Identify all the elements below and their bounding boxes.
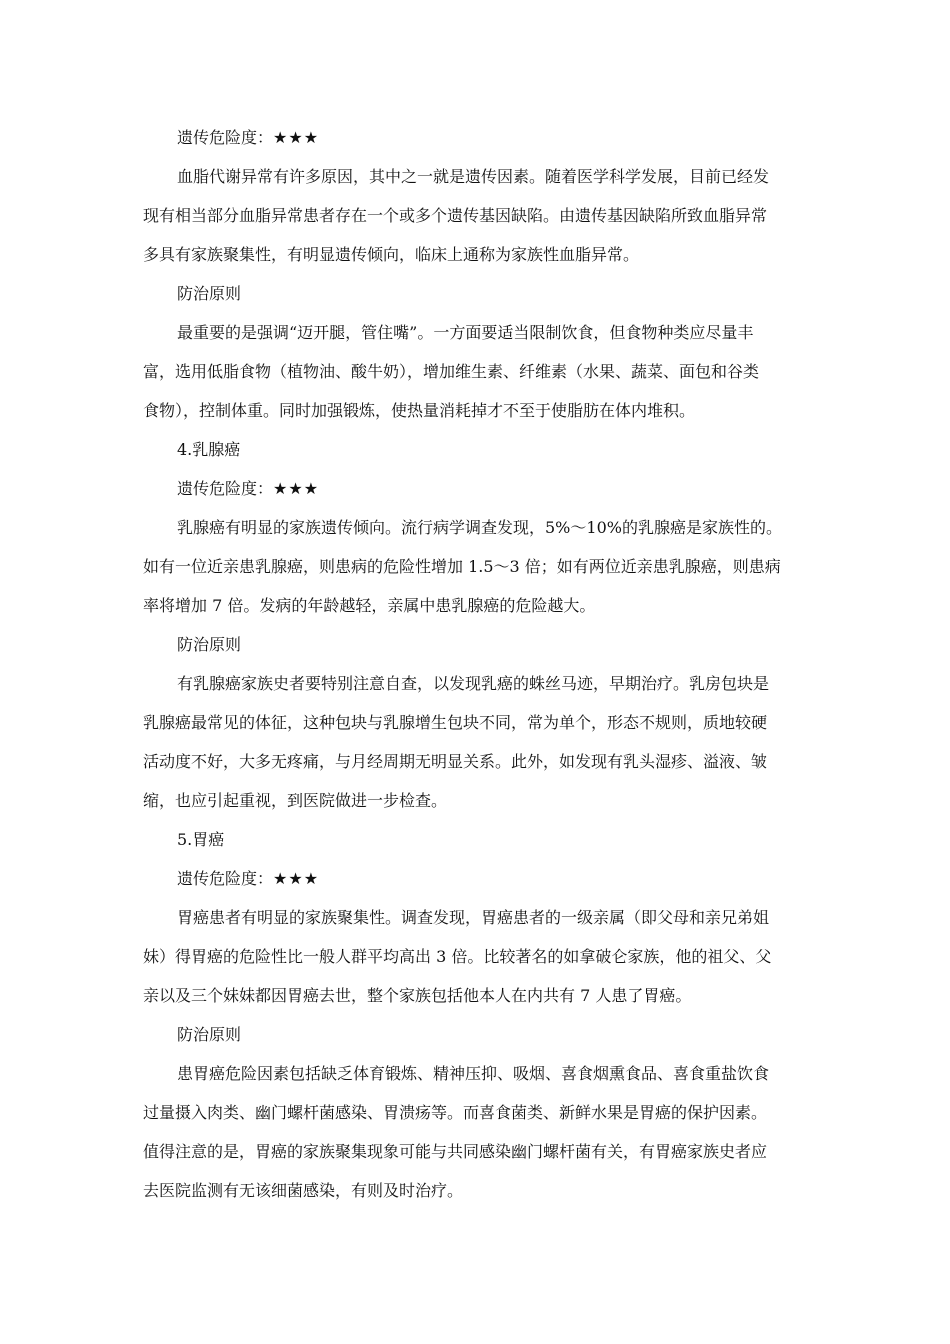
paragraph-line: 血脂代谢异常有许多原因，其中之一就是遗传因素。随着医学科学发展，目前已经发 (177, 167, 770, 186)
paragraph-line: 乳腺癌最常见的体征，这种包块与乳腺增生包块不同，常为单个，形态不规则，质地较硬 (143, 713, 768, 732)
paragraph-line: 缩，也应引起重视，到医院做进一步检查。 (143, 791, 448, 810)
risk-rating-stars: ★★★ (273, 128, 320, 147)
paragraph-line: 亲以及三个妹妹都因胃癌去世，整个家族包括他本人在内共有 7 人患了胃癌。 (143, 986, 692, 1005)
section-heading-breast-cancer: 4.乳腺癌 (177, 440, 241, 459)
paragraph-line: 富，选用低脂食物（植物油、酸牛奶），增加维生素、纤维素（水果、蔬菜、面包和谷类 (143, 362, 760, 381)
section-heading: 防治原则 (177, 635, 242, 654)
paragraph-line: 妹）得胃癌的危险性比一般人群平均高出 3 倍。比较著名的如拿破仑家族，他的祖父、父 (143, 947, 772, 966)
risk-rating-label: 遗传危险度： (177, 479, 274, 498)
section-heading: 防治原则 (177, 1025, 242, 1044)
risk-rating-label: 遗传危险度： (177, 128, 274, 147)
paragraph-line: 值得注意的是，胃癌的家族聚集现象可能与共同感染幽门螺杆菌有关，有胃癌家族史者应 (143, 1142, 768, 1161)
paragraph-gastric-cancer-prevention (143, 1054, 809, 1210)
section-heading: 防治原则 (177, 284, 242, 303)
paragraph-line: 食物），控制体重。同时加强锻炼，使热量消耗掉才不至于使脂肪在体内堆积。 (143, 401, 696, 420)
paragraph-line: 患胃癌危险因素包括缺乏体育锻炼、精神压抑、吸烟、喜食烟熏食品、喜食重盐饮食 (177, 1064, 770, 1083)
risk-rating-stars: ★★★ (273, 869, 320, 888)
paragraph-line: 率将增加 7 倍。发病的年龄越轻，亲属中患乳腺癌的危险越大。 (143, 596, 596, 615)
paragraph-line: 现有相当部分血脂异常患者存在一个或多个遗传基因缺陷。由遗传基因缺陷所致血脂异常 (143, 206, 768, 225)
risk-rating-heading (143, 118, 809, 157)
paragraph-line: 去医院监测有无该细菌感染，有则及时治疗。 (143, 1181, 464, 1200)
paragraph-hyperlipidemia-prevention (143, 313, 809, 430)
risk-rating-heading (143, 859, 809, 898)
paragraph-gastric-cancer-genetics (143, 898, 809, 1015)
risk-rating-label: 遗传危险度： (177, 869, 274, 888)
document-page (143, 118, 809, 1210)
paragraph-line: 有乳腺癌家族史者要特别注意自查，以发现乳癌的蛛丝马迹，早期治疗。乳房包块是 (177, 674, 770, 693)
paragraph-line: 活动度不好，大多无疼痛，与月经周期无明显关系。此外，如发现有乳头湿疹、溢液、皱 (143, 752, 768, 771)
paragraph-line: 过量摄入肉类、幽门螺杆菌感染、胃溃疡等。而喜食菌类、新鲜水果是胃癌的保护因素。 (143, 1103, 768, 1122)
paragraph-line: 胃癌患者有明显的家族聚集性。调查发现，胃癌患者的一级亲属（即父母和亲兄弟姐 (177, 908, 770, 927)
risk-rating-stars: ★★★ (273, 479, 320, 498)
paragraph-line: 乳腺癌有明显的家族遗传倾向。流行病学调查发现，5%～10%的乳腺癌是家族性的。 (177, 518, 782, 537)
paragraph-line: 最重要的是强调“迈开腿，管住嘴”。一方面要适当限制饮食，但食物种类应尽量丰 (177, 323, 754, 342)
risk-rating-heading (143, 469, 809, 508)
paragraph-hyperlipidemia-genetics (143, 157, 809, 274)
paragraph-line: 如有一位近亲患乳腺癌，则患病的危险性增加 1.5～3 倍；如有两位近亲患乳腺癌，则患病 (143, 557, 781, 576)
paragraph-breast-cancer-prevention (143, 664, 809, 820)
paragraph-line: 多具有家族聚集性，有明显遗传倾向，临床上通称为家族性血脂异常。 (143, 245, 640, 264)
section-heading-gastric-cancer: 5.胃癌 (177, 830, 225, 849)
paragraph-breast-cancer-genetics (143, 508, 809, 625)
